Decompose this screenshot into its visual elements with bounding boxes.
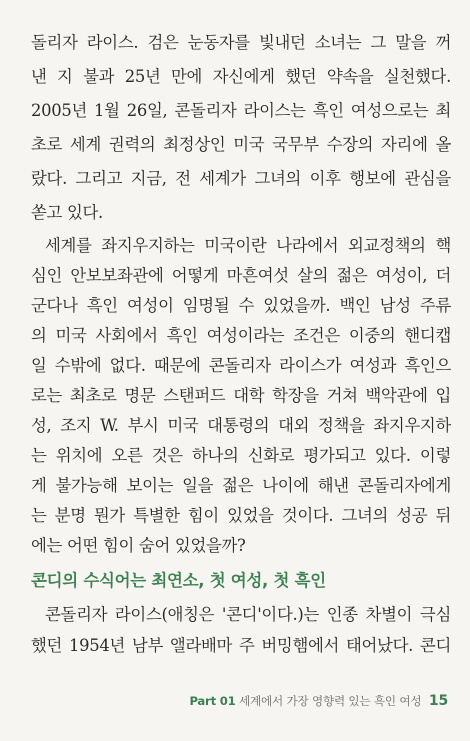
- footer-chapter-title: 세계에서 가장 영향력 있는 흑인 여성: [238, 694, 422, 708]
- text-line: 초로 세계 권력의 최정상인 미국 국무부 수장의 자리에 올: [31, 135, 451, 154]
- text-line: 게 불가능해 보이는 일을 젊은 나이에 해낸 콘돌리자에게: [31, 476, 451, 495]
- text-line: 쏟고 있다.: [31, 203, 103, 222]
- text-line: 했던 1954년 남부 앨라배마 주 버밍햄에서 태어났다. 콘디: [31, 636, 451, 655]
- footer-part-label: Part 01: [189, 694, 236, 708]
- text-line: 군다나 흑인 여성이 임명될 수 있었을까. 백인 남성 주류: [31, 296, 451, 315]
- text-line: 는 분명 뭔가 특별한 힘이 있었을 것이다. 그녀의 성공 뒤: [31, 506, 451, 525]
- text-line: 콘돌리자 라이스(애칭은 '콘디'이다.)는 인종 차별이 극심: [45, 605, 451, 624]
- page-number: 15: [428, 693, 448, 709]
- text-line: 2005년 1월 26일, 콘돌리자 라이스는 흑인 여성으로는 최: [31, 101, 451, 120]
- section-heading: 콘디의 수식어는 최연소, 첫 여성, 첫 흑인: [31, 571, 326, 590]
- text-line: 는 위치에 오른 것은 하나의 신화로 평가되고 있다. 이렇: [31, 446, 451, 465]
- text-line: 심인 안보보좌관에 어떻게 마흔여섯 살의 젊은 여성이, 더: [31, 266, 451, 285]
- text-line: 로는 최초로 명문 스탠퍼드 대학 학장을 거쳐 백악관에 입: [31, 386, 451, 405]
- text-line: 성, 조지 W. 부시 미국 대통령의 대외 정책을 좌지우지하: [31, 416, 451, 435]
- text-line: 낸 지 불과 25년 만에 자신에게 했던 약속을 실천했다.: [31, 67, 451, 86]
- text-line: 돌리자 라이스. 검은 눈동자를 빛내던 소녀는 그 말을 꺼: [31, 33, 451, 52]
- text-line: 랐다. 그리고 지금, 전 세계가 그녀의 이후 행보에 관심을: [31, 169, 451, 188]
- text-line: 세계를 좌지우지하는 미국이란 나라에서 외교정책의 핵: [45, 236, 451, 255]
- text-line: 일 수밖에 없다. 때문에 콘돌리자 라이스가 여성과 흑인으: [31, 356, 451, 375]
- page-footer: [189, 693, 448, 709]
- text-line: 에는 어떤 힘이 숨어 있었을까?: [31, 536, 246, 555]
- text-line: 의 미국 사회에서 흑인 여성이라는 조건은 이중의 핸디캡: [31, 326, 451, 345]
